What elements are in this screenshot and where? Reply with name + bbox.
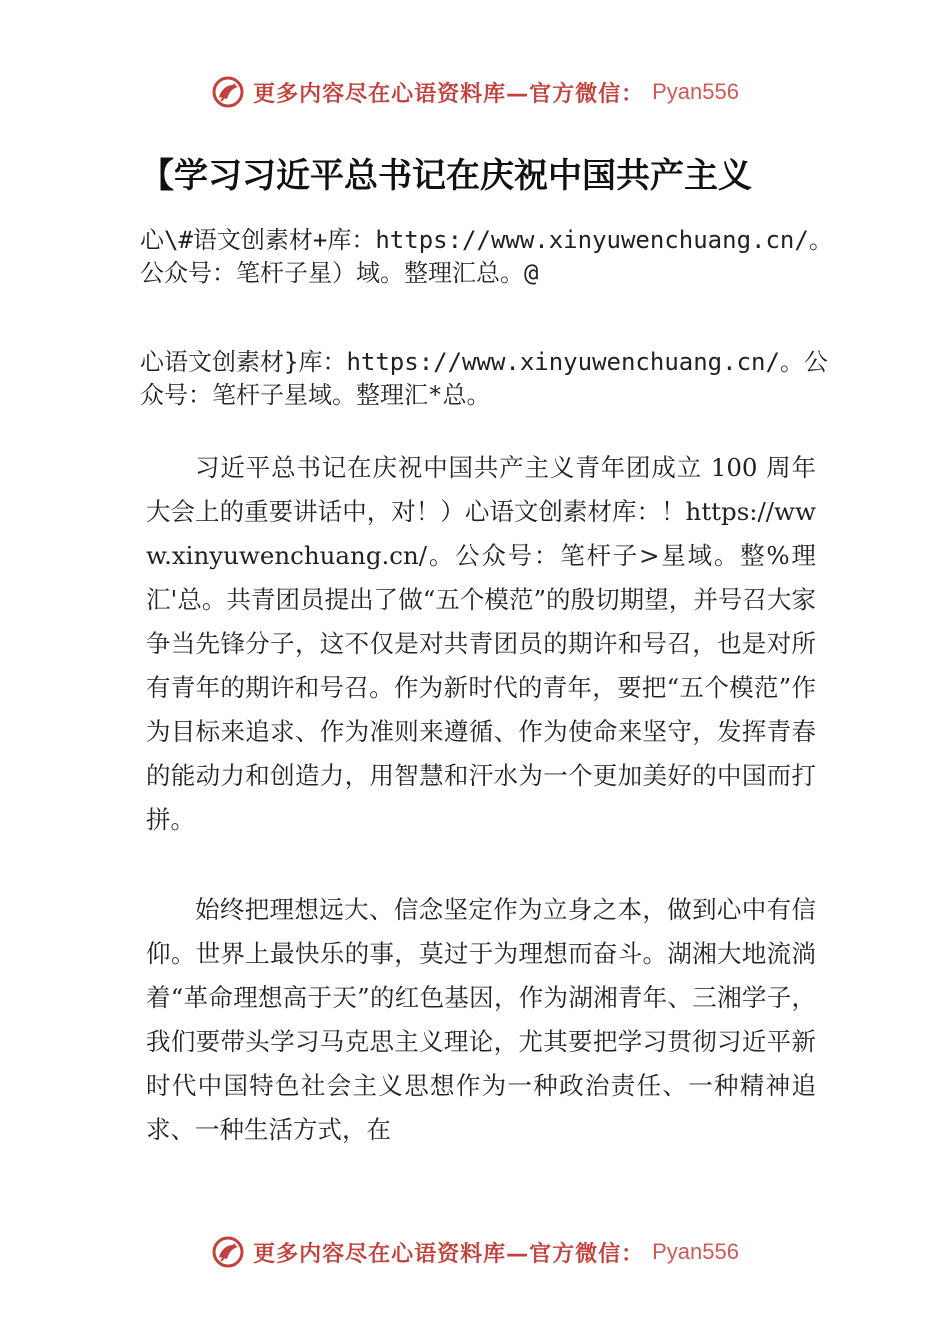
header-banner bbox=[0, 70, 950, 114]
source-line-1: 心\#语文创素材+库：https://www.xinyuwenchuang.cn/。公众号：笔杆子星）域。整理汇总。@ bbox=[140, 226, 833, 287]
source-line-2: 心语文创素材}库：https://www.xinyuwenchuang.cn/。公众号：笔杆子星域。整理汇*总。 bbox=[140, 348, 828, 409]
document-title: 【学习习近平总书记在庆祝中国共产主义 bbox=[140, 156, 752, 196]
paragraph-2: 始终把理想远大、信念坚定作为立身之本，做到心中有信仰。世界上最快乐的事，莫过于为理想而奋斗。湖湘大地流淌着“革命理想高于天”的红色基因，作为湖湘青年、三湘学子，我们要带头学习马克思主义理论，尤其要把学习贯彻习近平新时代中国特色社会主义思想作为一种政治责任、一种精神追求、一种生活方式，在 bbox=[146, 895, 816, 1144]
paragraph-1: 习近平总书记在庆祝中国共产主义青年团成立 100 周年大会上的重要讲话中，对！）心语文创素材库：！https://www.xinyuwenchuang.cn/。公众号：笔杆子>星域。整%理汇'总。共青团员提出了做“五个模范”的殷切期望，并号召大家争当先锋分子，这不仅是对共青团员的期许和号召，也是对所有青年的期许和号召。作为新时代的青年，要把“五个模范”作为目标来追求、作为准则来遵循、作为使命来坚守，发挥青春的能动力和创造力，用智慧和汗水为一个更加美好的中国而打拼。 bbox=[146, 453, 816, 834]
banner-text: 更多内容尽在心语资料库—官方微信： bbox=[253, 81, 645, 107]
brand-logo-icon bbox=[211, 75, 245, 109]
banner-text: 更多内容尽在心语资料库—官方微信： bbox=[253, 1241, 645, 1267]
banner-wechat-id: Pyan556 bbox=[652, 79, 739, 104]
brand-logo-icon bbox=[211, 1235, 245, 1269]
banner-wechat-id: Pyan556 bbox=[652, 1239, 739, 1264]
footer-banner bbox=[0, 1230, 950, 1274]
